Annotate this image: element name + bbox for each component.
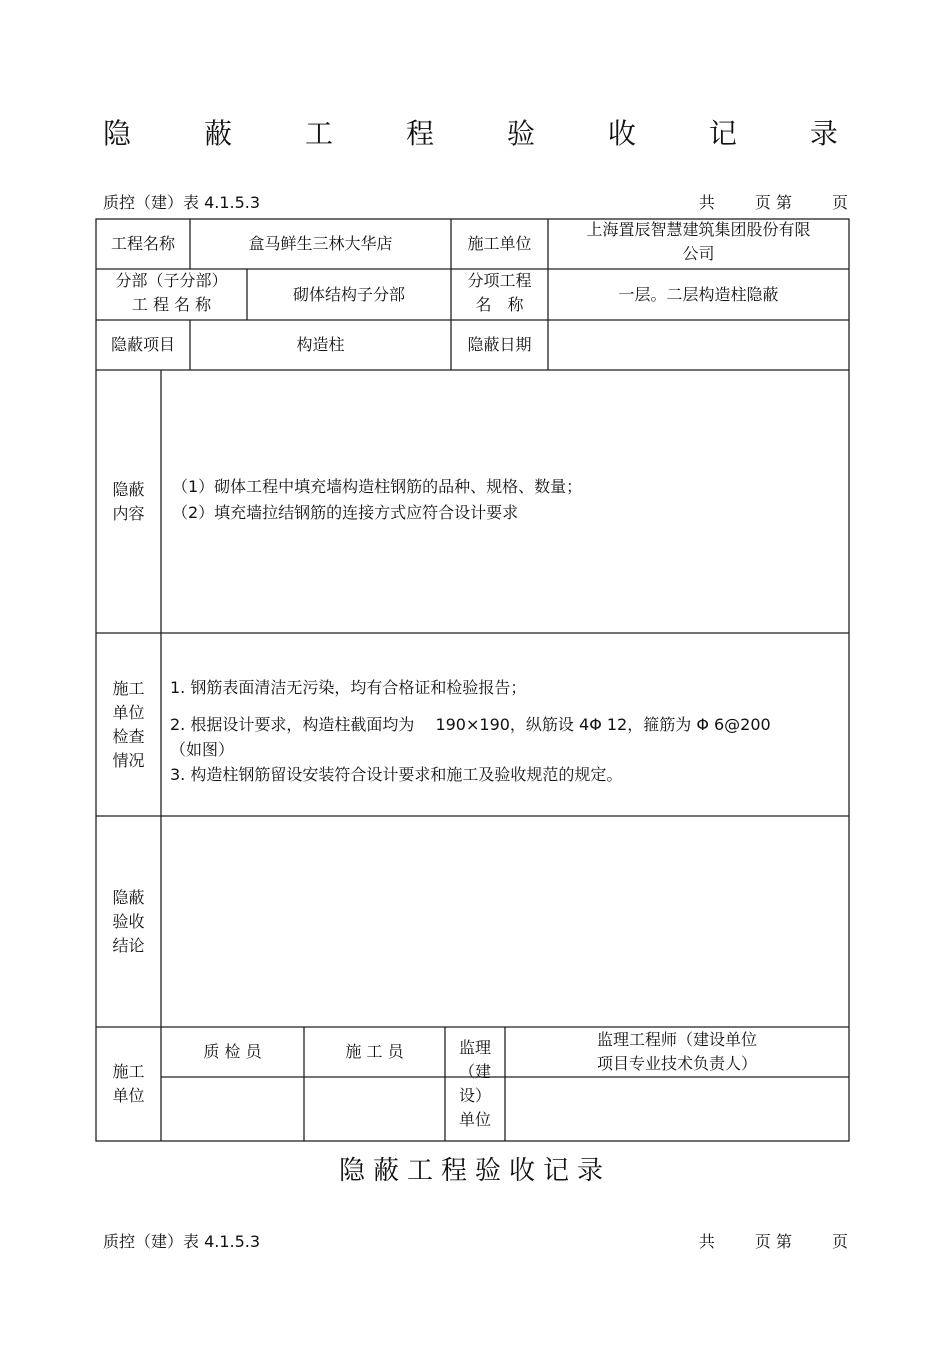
second-form-code: 质控（建）表 4.1.5.3 [103, 1231, 261, 1251]
check-text [170, 675, 846, 787]
contractor-label: 施工单位 [467, 234, 532, 253]
title-char: 记 [708, 117, 737, 150]
worker-label: 施 工 员 [345, 1042, 404, 1061]
project-name-value: 盒马鲜生三林大华店 [248, 234, 393, 253]
content-line: （2）填充墙拉结钢筋的连接方式应符合设计要求 [172, 503, 519, 522]
page-title [103, 110, 838, 154]
project-name-label: 工程名称 [110, 234, 175, 253]
contractor-value: 上海置辰智慧建筑集团股份有限 公司 [586, 220, 811, 263]
hidden-item-label: 隐蔽项目 [110, 335, 175, 354]
sub-item-label: 分项工程 名 称 [467, 271, 532, 314]
second-page-counter: 共 页 第 页 [698, 1231, 848, 1251]
hidden-date-value [548, 320, 849, 370]
title-char: 隐 [103, 117, 132, 150]
title-char: 工 [304, 117, 333, 150]
sub-division-label: 分部（子分部） 工 程 名 称 [115, 271, 228, 314]
hidden-date-label: 隐蔽日期 [467, 335, 532, 354]
supervisor-label: 监理 （建 设） 单位 [458, 1038, 491, 1129]
content-text [172, 474, 842, 526]
second-page-title: 隐蔽工程验收记录 [338, 1156, 611, 1186]
check-line: 3. 构造柱钢筋留设安装符合设计要求和施工及验收规范的规定。 [170, 765, 623, 784]
title-char: 蔽 [203, 117, 232, 150]
form-meta-row [103, 189, 848, 213]
second-form-meta-row [103, 1228, 848, 1252]
form-code: 质控（建）表 4.1.5.3 [103, 192, 261, 212]
check-label: 施工 单位 检查 情况 [112, 678, 145, 770]
content-label: 隐蔽 内容 [112, 479, 145, 523]
inspector-label: 质 检 员 [203, 1042, 262, 1061]
title-char: 验 [506, 117, 535, 150]
title-char: 录 [809, 117, 838, 150]
sub-item-value: 一层。二层构造柱隐蔽 [618, 284, 779, 304]
sub-division-value: 砌体结构子分部 [292, 284, 405, 304]
check-line: 1. 钢筋表面清洁无污染，均有合格证和检验报告； [170, 678, 527, 697]
conclusion-value [161, 816, 849, 1027]
engineer-label: 监理工程师（建设单位 项目专业技术负责人） [596, 1030, 757, 1073]
conclusion-label: 隐蔽 验收 结论 [112, 887, 145, 955]
hidden-item-value: 构造柱 [296, 335, 345, 354]
check-line: （如图） [170, 740, 235, 759]
check-line: 2. 根据设计要求，构造柱截面均为 190×190，纵筋设 4Φ 12，箍筋为 Φ 6@200 [170, 715, 771, 734]
content-line: （1）砌体工程中填充墙构造柱钢筋的品种、规格、数量； [172, 477, 583, 496]
title-char: 收 [607, 117, 636, 150]
sign-unit-label: 施工 单位 [112, 1062, 145, 1105]
title-char: 程 [405, 117, 434, 150]
page-counter: 共 页 第 页 [698, 192, 848, 212]
